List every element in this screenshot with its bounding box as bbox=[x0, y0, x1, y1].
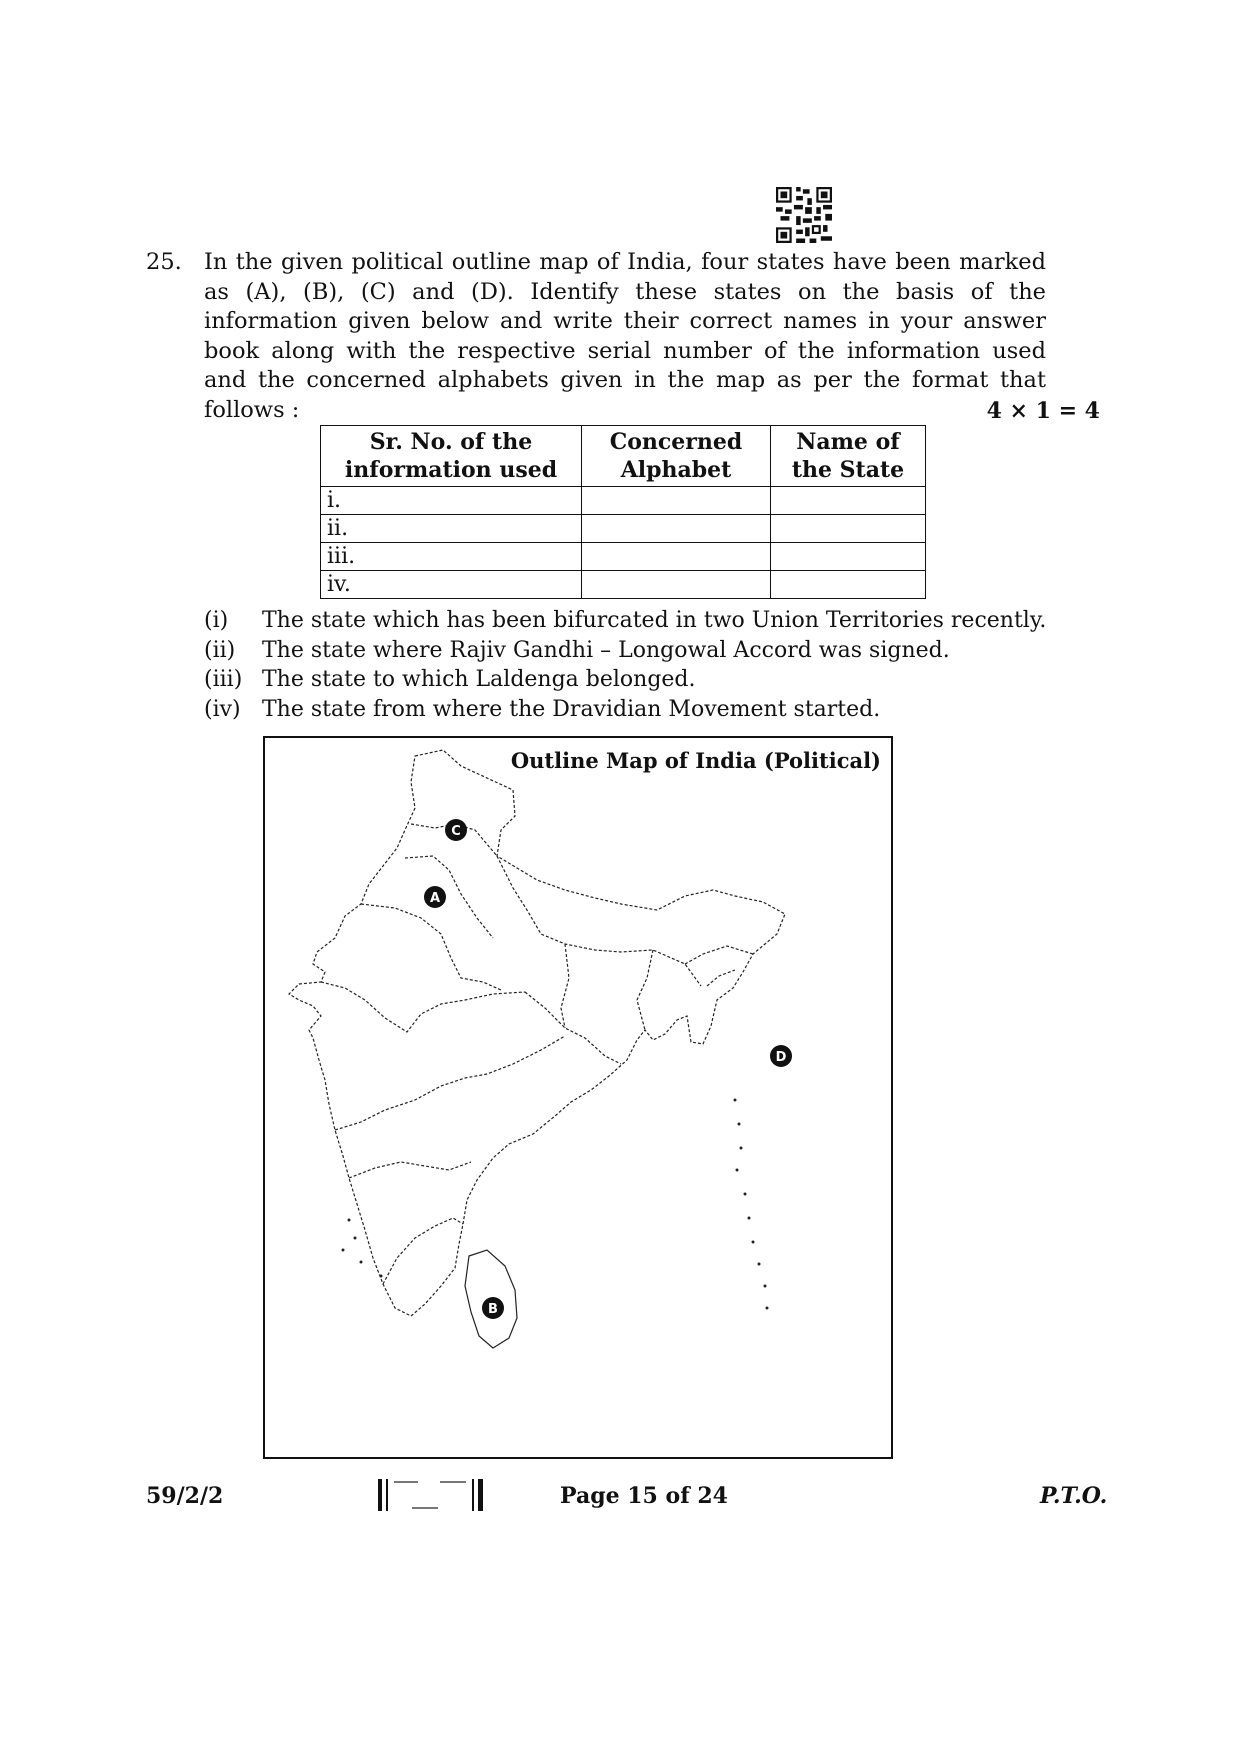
info-number: (iii) bbox=[204, 667, 243, 692]
marker-a-label: A bbox=[429, 891, 441, 906]
table-row bbox=[321, 487, 926, 515]
map-title: Outline Map of India (Political) bbox=[510, 748, 881, 773]
info-number: (i) bbox=[204, 608, 229, 633]
row-serial: iv. bbox=[321, 571, 582, 599]
marker-b bbox=[482, 1297, 504, 1319]
info-text: The state to which Laldenga belonged. bbox=[262, 667, 696, 692]
india-outline bbox=[289, 750, 785, 1316]
row-serial: iii. bbox=[321, 543, 582, 571]
info-text: The state which has been bifurcated in two Union Territories recently. bbox=[262, 608, 1047, 633]
row-state-cell bbox=[771, 487, 926, 515]
answer-format-table bbox=[320, 425, 926, 599]
barcode-mark bbox=[378, 1477, 484, 1513]
row-serial: i. bbox=[321, 487, 582, 515]
marker-a bbox=[424, 886, 446, 908]
question-number: 25. bbox=[146, 249, 182, 275]
island-dots bbox=[342, 1099, 769, 1310]
table-header-row bbox=[321, 426, 926, 487]
question-text: In the given political outline map of India, four states have been marked as (A), (B), (C) and (D). Identify these states on the basis of the information given below and write their correct names in your answer book along with the respective serial number of the information used and the concerned alphabets given in the map as per the format that follows : bbox=[204, 249, 1046, 423]
row-state-cell bbox=[771, 571, 926, 599]
info-number: (iv) bbox=[204, 696, 241, 722]
info-number: (ii) bbox=[204, 637, 236, 663]
india-map-drawing bbox=[265, 738, 891, 1457]
row-state-cell bbox=[771, 515, 926, 543]
india-outline-map bbox=[263, 736, 893, 1459]
header-sr-no: Sr. No. of the information used bbox=[321, 426, 582, 487]
marker-b-label: B bbox=[488, 1302, 498, 1317]
marker-d bbox=[770, 1045, 792, 1067]
marker-d-label: D bbox=[775, 1050, 787, 1065]
table-row bbox=[321, 515, 926, 543]
table-row bbox=[321, 543, 926, 571]
page-number: Page 15 of 24 bbox=[560, 1483, 728, 1509]
please-turn-over: P.T.O. bbox=[1040, 1483, 1108, 1509]
row-serial: ii. bbox=[321, 515, 582, 543]
row-alphabet-cell bbox=[582, 543, 771, 571]
header-alphabet: Concerned Alphabet bbox=[582, 426, 771, 487]
marker-c-label: C bbox=[451, 824, 461, 839]
paper-code: 59/2/2 bbox=[146, 1483, 224, 1509]
row-state-cell bbox=[771, 543, 926, 571]
table-row bbox=[321, 571, 926, 599]
header-state-name: Name of the State bbox=[771, 426, 926, 487]
info-text: The state where Rajiv Gandhi – Longowal Accord was signed. bbox=[262, 637, 950, 663]
row-alphabet-cell bbox=[582, 571, 771, 599]
marks-allocation: 4 × 1 = 4 bbox=[986, 398, 1100, 424]
row-alphabet-cell bbox=[582, 487, 771, 515]
row-alphabet-cell bbox=[582, 515, 771, 543]
info-text: The state from where the Dravidian Movement started. bbox=[262, 696, 881, 722]
marker-c bbox=[445, 819, 467, 841]
qr-code bbox=[776, 187, 832, 243]
